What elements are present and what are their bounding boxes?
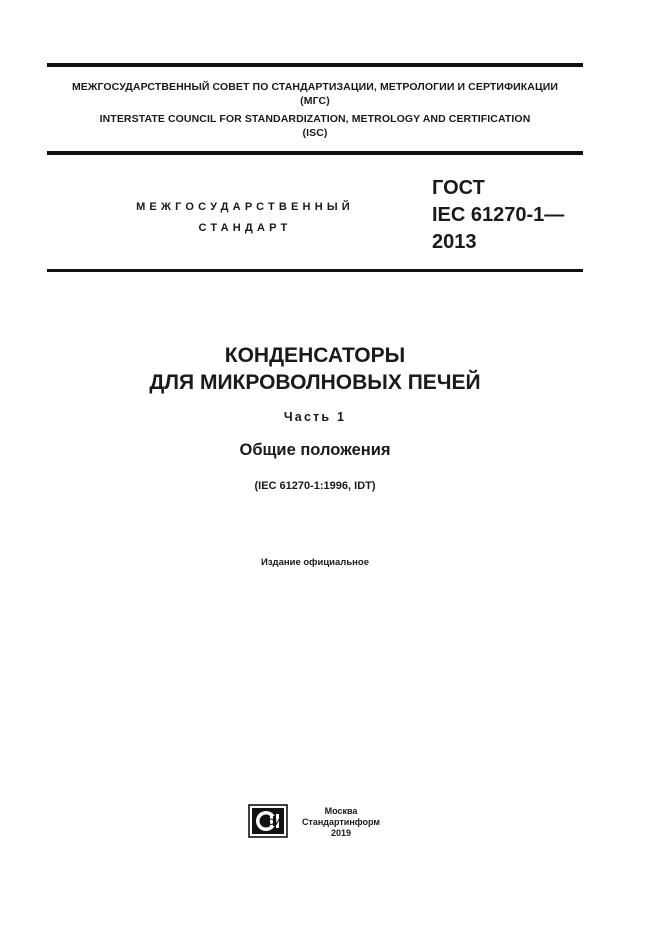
council-ru-abbr: (МГС) xyxy=(300,95,330,107)
publisher-city: Москва xyxy=(324,806,358,816)
council-en-abbr: (ISC) xyxy=(302,127,328,139)
council-name-en xyxy=(47,112,583,140)
designation-line2: IEC 61270-1— xyxy=(432,204,565,226)
logo-text: СИ xyxy=(268,817,281,827)
document-title xyxy=(47,342,583,396)
designation-line3: 2013 xyxy=(432,231,477,253)
publisher-year: 2019 xyxy=(330,828,352,838)
title-line1: КОНДЕНСАТОРЫ xyxy=(224,344,406,367)
standard-type xyxy=(100,197,390,239)
publisher-name: Стандартинформ xyxy=(301,817,381,827)
standartinform-logo-icon xyxy=(248,804,288,838)
title-line2: ДЛЯ МИКРОВОЛНОВЫХ ПЕЧЕЙ xyxy=(149,371,481,394)
council-en-line1: INTERSTATE COUNCIL FOR STANDARDIZATION, METROLOGY AND CERTIFICATION xyxy=(99,113,531,125)
standard-type-line2: СТАНДАРТ xyxy=(198,222,292,234)
standard-designation xyxy=(432,175,564,256)
header-bottom-rule xyxy=(47,269,583,272)
council-name-ru xyxy=(47,80,583,108)
edition-note: Издание официальное xyxy=(261,557,369,568)
document-subtitle: Общие положения xyxy=(239,441,391,459)
part-number: Часть 1 xyxy=(283,410,347,424)
council-bottom-rule xyxy=(47,151,583,155)
publisher-block xyxy=(294,806,388,839)
designation-line1: ГОСТ xyxy=(432,177,485,199)
council-ru-line1: МЕЖГОСУДАРСТВЕННЫЙ СОВЕТ ПО СТАНДАРТИЗАЦИИ, МЕТРОЛОГИИ И СЕРТИФИКАЦИИ xyxy=(71,81,559,93)
standard-type-line1: МЕЖГОСУДАРСТВЕННЫЙ xyxy=(136,201,354,213)
equivalence-note: (IEC 61270-1:1996, IDT) xyxy=(254,480,376,492)
top-rule xyxy=(47,63,583,67)
